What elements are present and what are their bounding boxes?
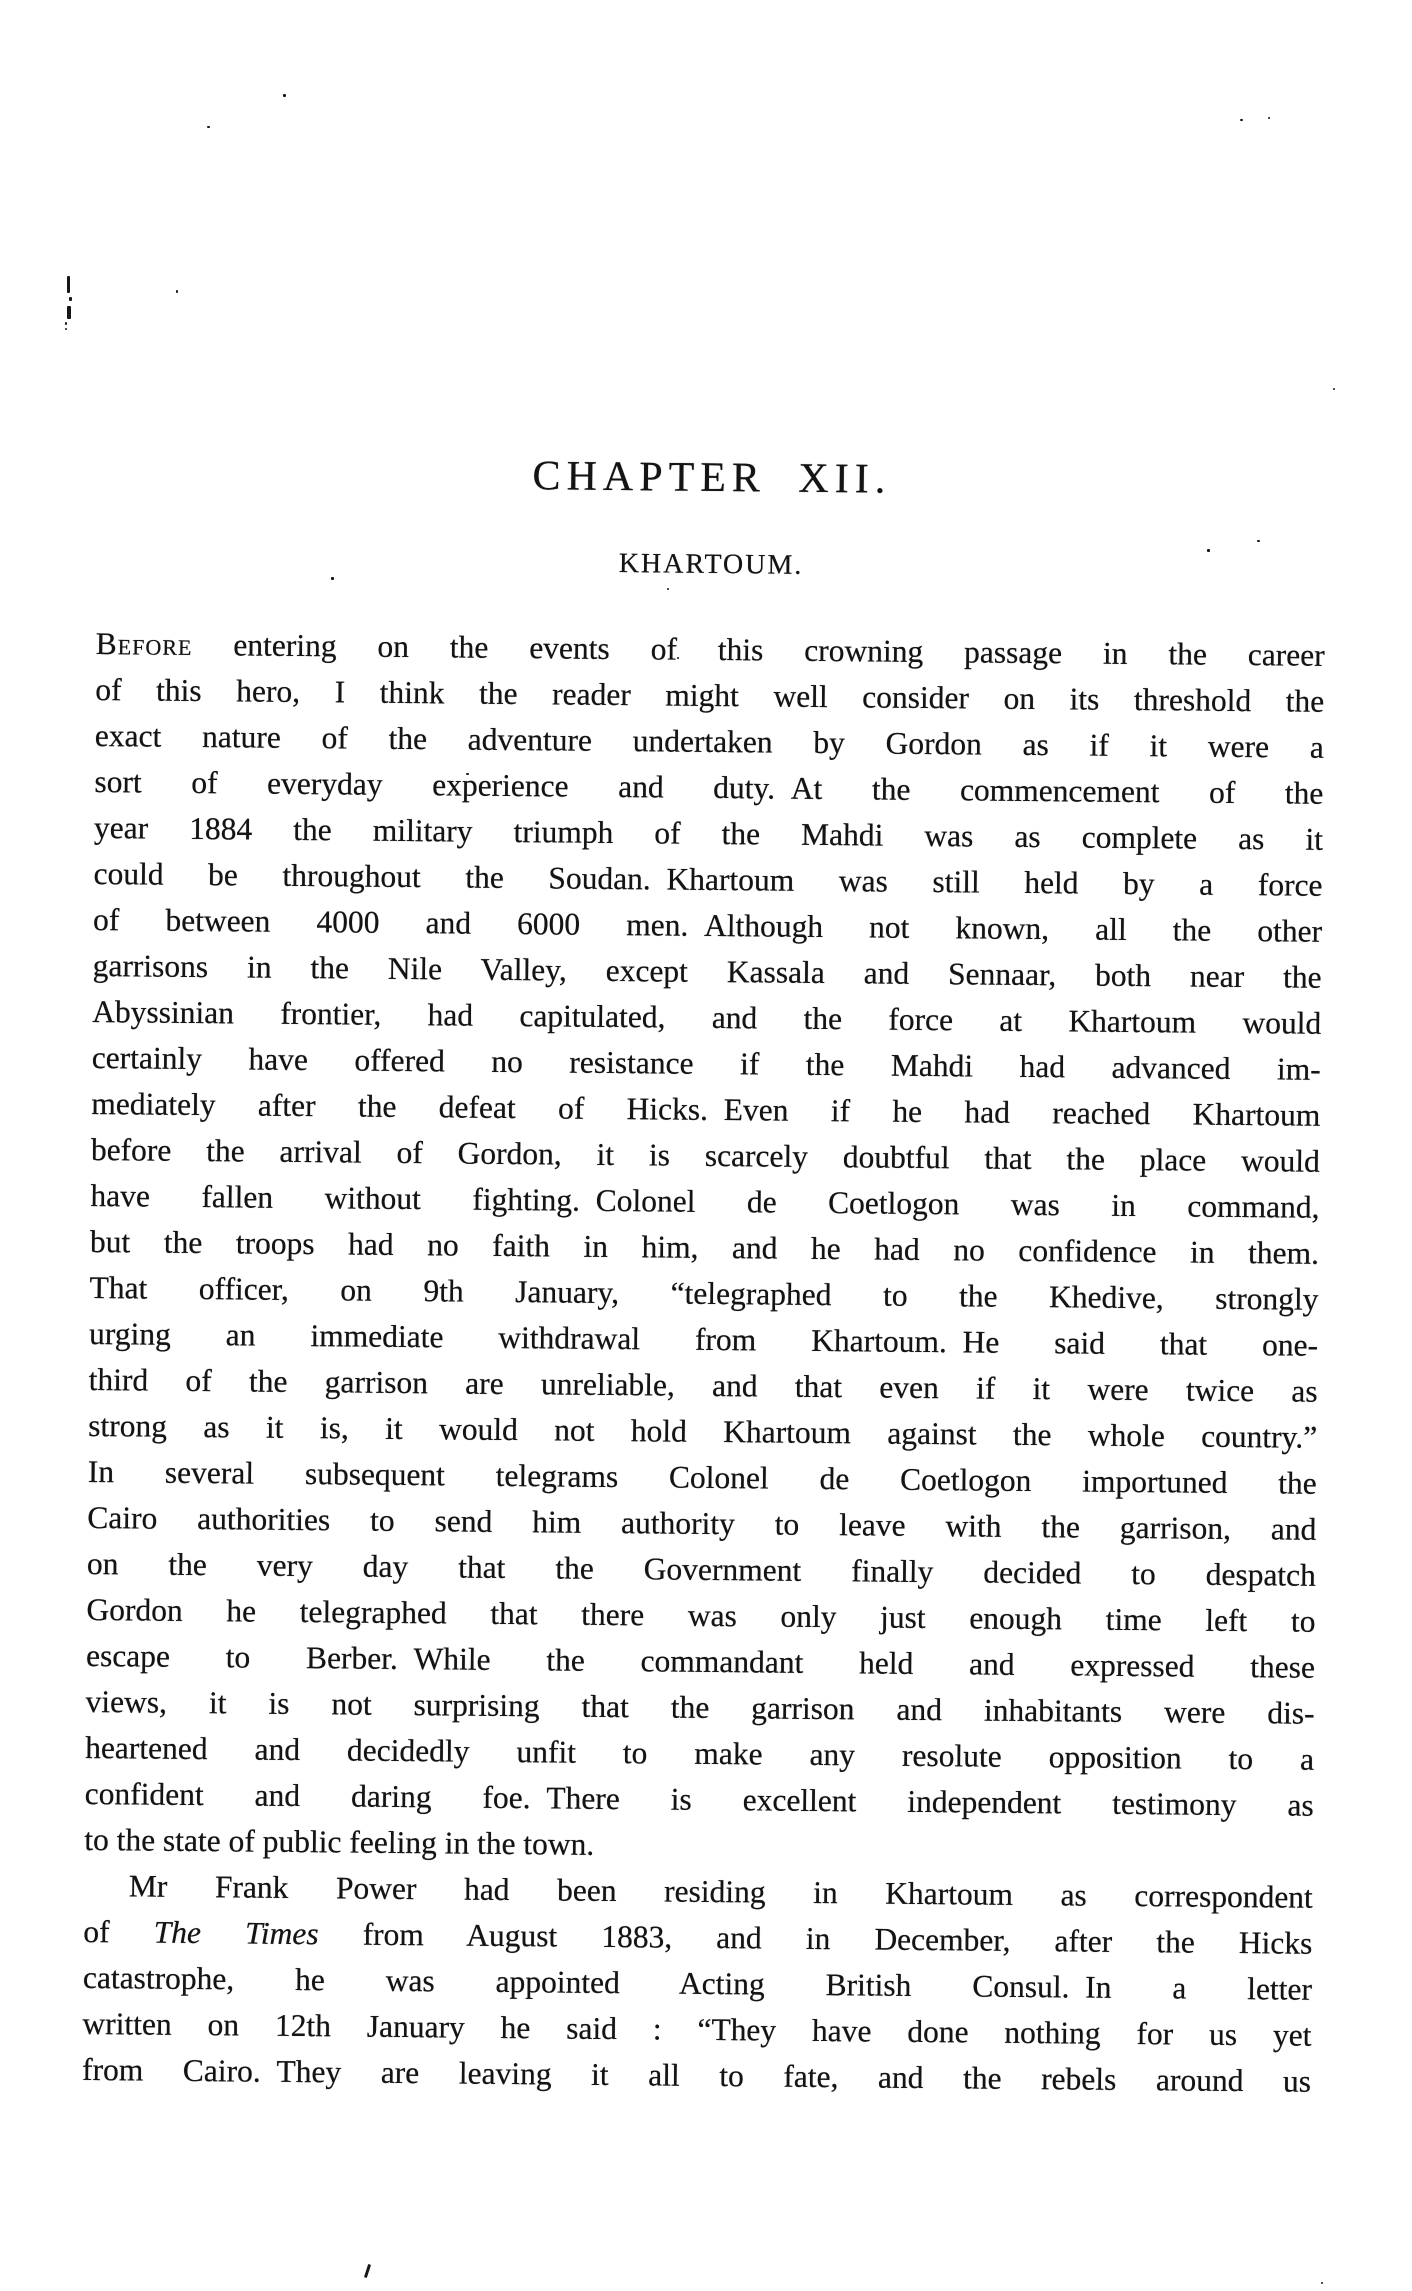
section-heading: KHARTOUM. bbox=[618, 548, 804, 581]
text-segment: of bbox=[83, 1913, 154, 1950]
italic-text: The Times bbox=[153, 1914, 319, 1952]
text-segment: mediately after the defeat of Hicks. Even if he had reached Khartoum bbox=[91, 1085, 1321, 1133]
text-segment: entering on the events of this crowning passage in the career bbox=[192, 626, 1325, 673]
text-segment: of this hero, I think the reader might well consider on its threshold the bbox=[95, 671, 1325, 719]
text-segment: confident and daring foe. There is excellent independent testimony as bbox=[84, 1775, 1314, 1823]
text-segment: strong as it is, it would not hold Khartoum against the whole country.” bbox=[88, 1407, 1318, 1455]
text-segment: garrisons in the Nile Valley, except Kassala and Sennaar, both near the bbox=[92, 947, 1322, 995]
text-segment: before the arrival of Gordon, it is scarcely doubtful that the place would bbox=[90, 1131, 1321, 1179]
text-segment: but the troops had no faith in him, and he had no confidence in them. bbox=[89, 1223, 1320, 1271]
text-segment: could be throughout the Soudan. Khartoum was still held by a force bbox=[93, 855, 1323, 903]
text-segment: Mr Frank Power had been residing in Khartoum as correspondent bbox=[128, 1868, 1313, 1915]
text-segment: urging an immediate withdrawal from Khartoum. He said that one- bbox=[88, 1315, 1319, 1363]
text-segment: That officer, on 9th January, “telegraphed to the Khedive, strongly bbox=[89, 1269, 1319, 1317]
text-segment: year 1884 the military triumph of the Mahdi was as complete as it bbox=[93, 809, 1324, 857]
text-segment: views, it is not surprising that the garrison and inhabitants were dis- bbox=[85, 1683, 1315, 1731]
text-segment: of between 4000 and 6000 men. Although not known, all the other bbox=[92, 901, 1323, 949]
text-segment: catastrophe, he was appointed Acting British Consul. In a letter bbox=[82, 1959, 1313, 2007]
text-segment: Cairo authorities to send him authority to leave with the garrison, and bbox=[87, 1499, 1317, 1547]
text-segment: sort of everyday experience and duty. At the commencement of the bbox=[94, 763, 1324, 811]
text-segment: written on 12th January he said : “They have done nothing for us yet bbox=[82, 2005, 1312, 2053]
text-segment: from August 1883, and in December, after the Hicks bbox=[318, 1916, 1313, 1961]
chapter-heading: CHAPTER XII. bbox=[532, 453, 892, 503]
smallcaps-text: Before bbox=[95, 625, 193, 662]
text-segment: certainly have offered no resistance if the Mahdi had advanced im- bbox=[91, 1039, 1321, 1087]
text-segment: escape to Berber. While the commandant held and expressed these bbox=[85, 1637, 1316, 1685]
text-segment: have fallen without fighting. Colonel de Coetlogon was in command, bbox=[90, 1177, 1320, 1225]
text-segment: third of the garrison are unreliable, and that even if it were twice as bbox=[88, 1361, 1318, 1409]
page-body bbox=[82, 621, 1325, 2105]
paragraph bbox=[84, 621, 1325, 1875]
text-segment: exact nature of the adventure undertaken by Gordon as if it were a bbox=[94, 717, 1325, 765]
text-segment: from Cairo. They are leaving it all to fate, and the rebels around us bbox=[81, 2051, 1312, 2099]
paragraph bbox=[82, 1863, 1313, 2105]
text-segment: In several subsequent telegrams Colonel de Coetlogon importuned the bbox=[87, 1453, 1317, 1501]
text-segment: on the very day that the Government finally decided to despatch bbox=[86, 1545, 1317, 1593]
text-segment: Gordon he telegraphed that there was only just enough time left to bbox=[86, 1591, 1316, 1639]
text-segment: to the state of public feeling in the town. bbox=[84, 1821, 595, 1862]
text-segment: Abyssinian frontier, had capitulated, and the force at Khartoum would bbox=[92, 993, 1322, 1041]
text-segment: heartened and decidedly unfit to make any resolute opposition to a bbox=[85, 1729, 1315, 1777]
